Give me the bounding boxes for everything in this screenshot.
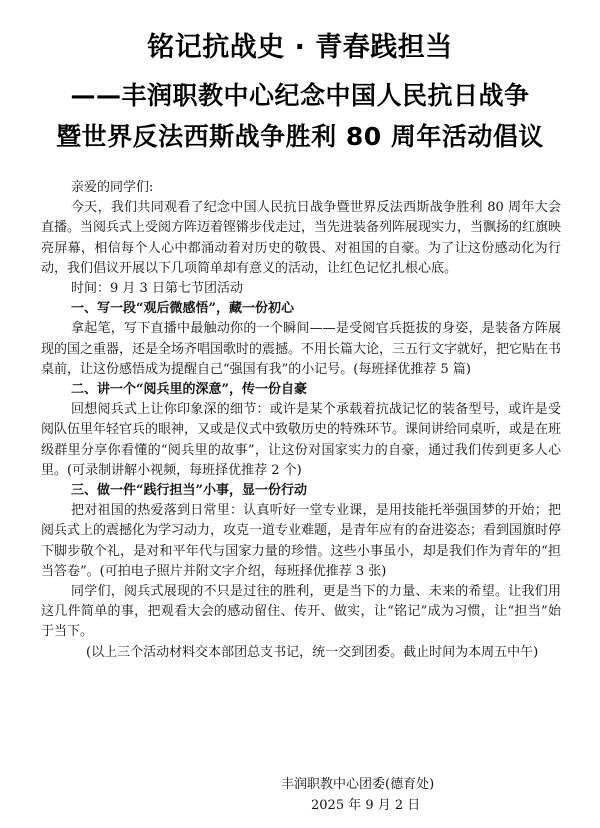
closing-paragraph: 同学们，阅兵式展现的不只是过往的胜利，更是当下的力量、未来的希望。让我们用这几件简单的事，把观看大会的感动留住、传开、做实，让“铭记”成为习惯，让“担当”始于当下。	[41, 584, 561, 640]
section-2-heading: 二、讲一个“阅兵里的深意”，传一份自豪	[71, 382, 307, 398]
subtitle-line-1: ——丰润职教中心纪念中国人民抗日战争	[70, 81, 530, 110]
section-3-body: 把对祖国的热爱落到日常里：认真听好一堂专业课，是用技能托举强国梦的开始；把阅兵式上的震撼化为学习动力，攻克一道专业难题，是青年应有的奋进姿态；看到国旗时停下脚步敬个礼，是对和平年代与国家力量的珍惜。这些小事虽小，却是我们作为青年的“担当答卷”。(可拍电子照片并附文字介绍，每班择优推荐 3 张)	[41, 503, 562, 579]
signature-date: 2025 年 9 月 2 日	[311, 798, 421, 813]
greeting: 亲爱的同学们:	[71, 180, 154, 195]
intro-paragraph: 今天，我们共同观看了纪念中国人民抗日战争暨世界反法西斯战争胜利 80 周年大会直播。当阅兵式上受阅方阵迈着铿锵步伐走过，当先进装备列阵展现实力，当飘扬的红旗映亮屏幕，相信每个人心中都涌动着对历史的敬畏、对祖国的自豪。为了让这份感动化为行动，我们倡议开展以下几项简单却有意义的活动，让红色记忆扎根心底。	[41, 200, 562, 276]
section-1-body: 拿起笔，写下直播中最触动你的一个瞬间——是受阅官兵挺拔的身姿，是装备方阵展现的国之重器，还是全场齐唱国歌时的震撼。不用长篇大论，三五行文字就好，把它贴在书桌前，让这份感悟成为提醒自己“强国有我”的小记号。(每班择优推荐 5 篇)	[41, 321, 562, 377]
submission-note: (以上三个活动材料交本部团总支书记，统一交到团委。截止时间为本周五中午)	[86, 644, 539, 660]
signature-organization: 丰润职教中心团委(德育处)	[281, 777, 435, 792]
activity-time: 时间：9 月 3 日第七节团活动	[71, 281, 243, 297]
section-1-heading: 一、写一段“观后微感悟”，藏一份初心	[71, 301, 294, 317]
document-body	[41, 178, 561, 663]
section-3-heading: 三、做一件“践行担当”小事，显一份行动	[71, 483, 307, 499]
section-2-body: 回想阅兵式上让你印象深的细节：或许是某个承载着抗战记忆的装备型号，或许是受阅队伍里年轻官兵的眼神，又或是仪式中致敬历史的特殊环节。课间讲给同桌听，或是在班级群里分享你看懂的“阅兵里的故事”，让这份对国家实力的自豪，通过我们传到更多人心里。(可录制讲解小视频，每班择优推荐 2 个)	[41, 402, 562, 478]
main-title: 铭记抗战史 · 青春践担当	[147, 32, 453, 63]
subtitle-line-2: 暨世界反法西斯战争胜利 80 周年活动倡议	[56, 122, 544, 151]
